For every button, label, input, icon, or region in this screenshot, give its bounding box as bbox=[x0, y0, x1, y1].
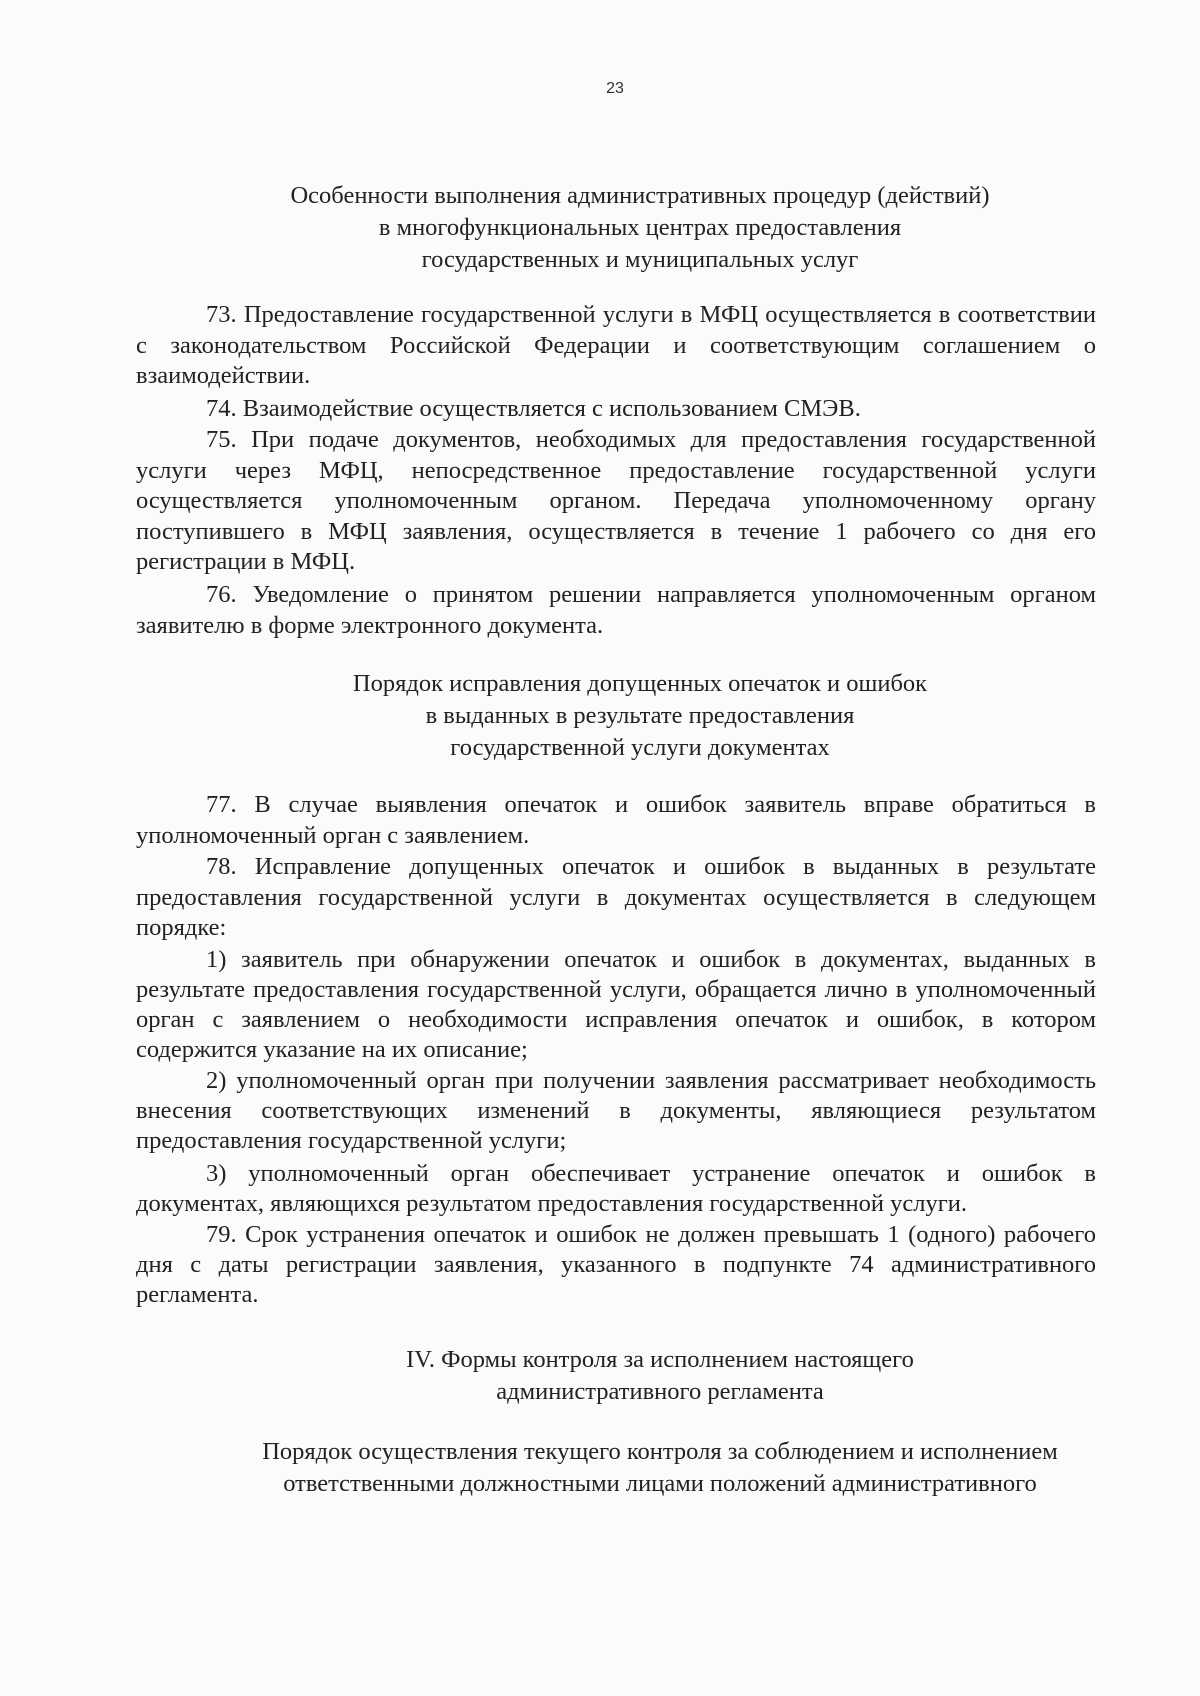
heading-line: Порядок осуществления текущего контроля за соблюдением и исполнением bbox=[262, 1438, 1058, 1465]
section-heading-current-control bbox=[170, 1436, 1150, 1500]
paragraph-78: 78. Исправление допущенных опечаток и ошибок в выданных в результате предоставления государственной услуги в документах осуществляется в следующем порядке: bbox=[136, 853, 1096, 941]
heading-line: административного регламента bbox=[496, 1378, 824, 1405]
paragraph-77: 77. В случае выявления опечаток и ошибок заявитель вправе обратиться в уполномоченный орган с заявлением. bbox=[136, 791, 1096, 849]
section-heading-control-forms bbox=[210, 1344, 1110, 1408]
paragraph-78-item-3: 3) уполномоченный орган обеспечивает устранение опечаток и ошибок в документах, являющихся результатом предоставления государственной услуги. bbox=[136, 1160, 1096, 1217]
heading-line: ответственными должностными лицами положений административного bbox=[283, 1470, 1037, 1497]
paragraph-73: 73. Предоставление государственной услуги в МФЦ осуществляется в соответствии с законодательством Российской Федерации и соответствующим соглашением о взаимодействии. bbox=[136, 301, 1096, 389]
heading-line: государственных и муниципальных услуг bbox=[421, 246, 859, 273]
paragraph-78-item-2: 2) уполномоченный орган при получении заявления рассматривает необходимость внесения соответствующих изменений в документы, являющиеся результатом предоставления государственной услуги; bbox=[136, 1067, 1096, 1154]
paragraph-76: 76. Уведомление о принятом решении направляется уполномоченным органом заявителю в форме электронного документа. bbox=[136, 581, 1096, 639]
section-heading-mfc bbox=[160, 180, 1120, 276]
paragraph-75: 75. При подаче документов, необходимых для предоставления государственной услуги через МФЦ, непосредственное предоставление государственной услуги осуществляется уполномоченным органом. Передача уполномоченному органу поступившего в МФЦ заявления, осуществляется в течение 1 рабочего со дня его регистрации в МФЦ. bbox=[136, 426, 1096, 575]
paragraph-79: 79. Срок устранения опечаток и ошибок не должен превышать 1 (одного) рабочего дня с даты регистрации заявления, указанного в подпункте 74 административного регламента. bbox=[136, 1221, 1096, 1308]
heading-line: Особенности выполнения административных процедур (действий) bbox=[290, 182, 990, 209]
heading-line: в многофункциональных центрах предоставления bbox=[378, 214, 902, 241]
paragraph-78-item-1: 1) заявитель при обнаружении опечаток и ошибок в документах, выданных в результате предоставления государственной услуги, обращается лично в уполномоченный орган с заявлением о необходимости исправления опечаток и ошибок, в котором содержится указание на их описание; bbox=[136, 946, 1096, 1063]
page-number: 23 bbox=[606, 80, 624, 97]
section-heading-corrections bbox=[160, 668, 1120, 764]
heading-line: государственной услуги документах bbox=[450, 734, 830, 761]
heading-line: Порядок исправления допущенных опечаток и ошибок bbox=[352, 670, 928, 697]
paragraph-74: 74. Взаимодействие осуществляется с использованием СМЭВ. bbox=[206, 395, 861, 422]
heading-line: IV. Формы контроля за исполнением настоящего bbox=[406, 1346, 914, 1373]
heading-line: в выданных в результате предоставления bbox=[425, 702, 855, 729]
